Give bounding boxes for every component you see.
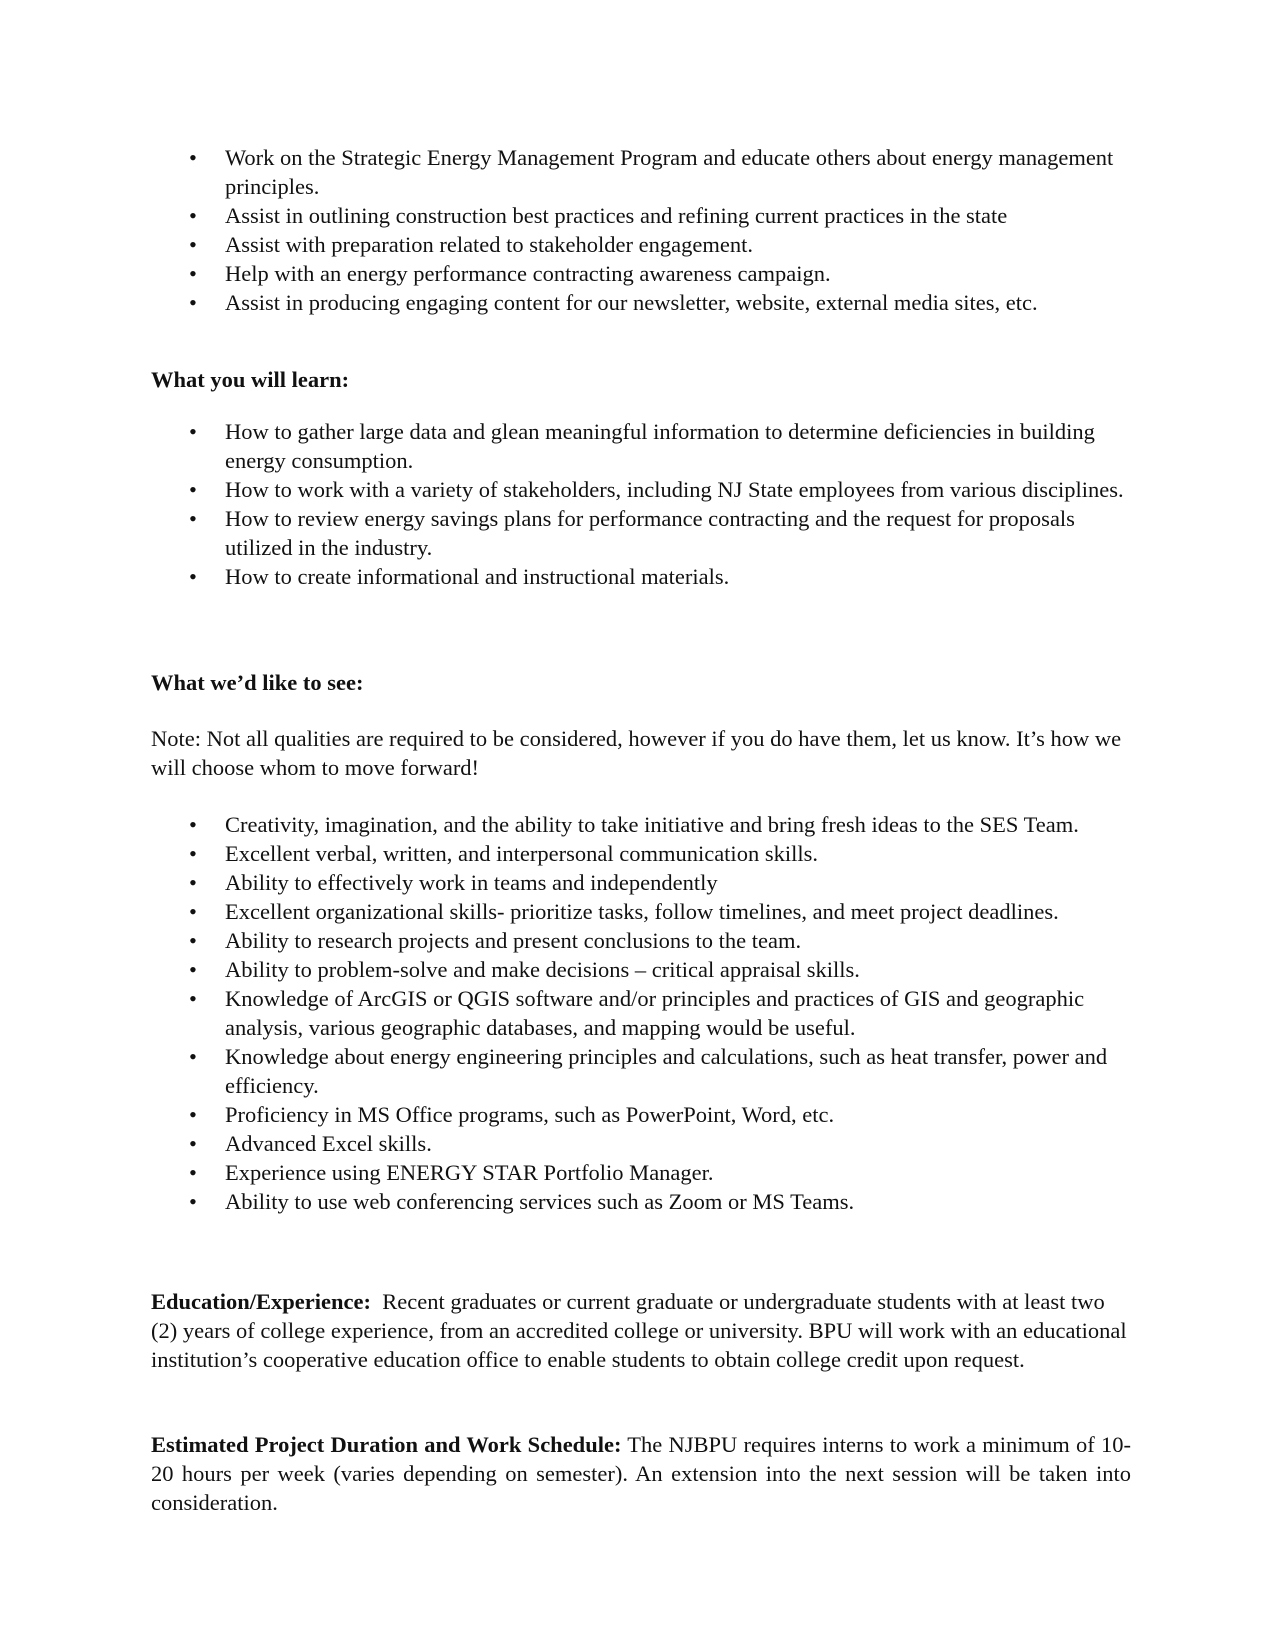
bullet-icon: • — [189, 419, 197, 444]
bullet-icon: • — [189, 870, 197, 895]
list-item: • Creativity, imagination, and the ability to take initiative and bring fresh ideas to the SES Team. — [151, 810, 1131, 839]
bullet-icon: • — [189, 232, 197, 257]
list-item: • Ability to problem-solve and make decisions – critical appraisal skills. — [151, 955, 1131, 984]
duties-section — [151, 143, 1131, 317]
list-item: • Ability to research projects and present conclusions to the team. — [151, 926, 1131, 955]
list-item: • How to review energy savings plans for performance contracting and the request for proposals utilized in the industry. — [151, 504, 1131, 562]
list-item: • Excellent verbal, written, and interpersonal communication skills. — [151, 839, 1131, 868]
list-item: • How to gather large data and glean meaningful information to determine deficiencies in building energy consumption. — [151, 417, 1131, 475]
list-item: • Knowledge of ArcGIS or QGIS software and/or principles and practices of GIS and geographic analysis, various geographic databases, and mapping would be useful. — [151, 984, 1131, 1042]
list-item: • Knowledge about energy engineering principles and calculations, such as heat transfer, power and efficiency. — [151, 1042, 1131, 1100]
bullet-icon: • — [189, 957, 197, 982]
education-text: Recent graduates or current graduate or undergraduate students with at least two (2) years of college experience, from an accredited college or university. BPU will work with an educational institution’s cooperative education office to enable students to obtain college credit upon request. — [151, 1289, 1127, 1372]
bullet-icon: • — [189, 203, 197, 228]
list-item: • Assist in outlining construction best practices and refining current practices in the state — [151, 201, 1131, 230]
bullet-icon: • — [189, 841, 197, 866]
learn-heading: What you will learn: — [151, 367, 350, 392]
bullet-icon: • — [189, 1102, 197, 1127]
duration-text: The NJBPU requires interns to work a minimum of 10-20 hours per week (varies depending on semester). An extension into the next session will be taken into consideration. — [151, 1432, 1132, 1515]
bullet-icon: • — [189, 564, 197, 589]
bullet-icon: • — [189, 290, 197, 315]
list-item: • How to work with a variety of stakeholders, including NJ State employees from various disciplines. — [151, 475, 1131, 504]
bullet-icon: • — [189, 899, 197, 924]
bullet-icon: • — [189, 928, 197, 953]
see-section — [151, 810, 1131, 1216]
bullet-icon: • — [189, 145, 197, 170]
bullet-icon: • — [189, 477, 197, 502]
list-item: • Work on the Strategic Energy Management Program and educate others about energy management principles. — [151, 143, 1131, 201]
bullet-icon: • — [189, 1160, 197, 1185]
see-note: Note: Not all qualities are required to be considered, however if you do have them, let us know. It’s how we will choose whom to move forward! — [151, 726, 1122, 780]
list-item: • Excellent organizational skills- prioritize tasks, follow timelines, and meet project deadlines. — [151, 897, 1131, 926]
learn-section — [151, 417, 1131, 591]
bullet-icon: • — [189, 1131, 197, 1156]
duration-label: Estimated Project Duration and Work Schedule: — [151, 1432, 622, 1457]
bullet-icon: • — [189, 506, 197, 531]
list-item: • Proficiency in MS Office programs, such as PowerPoint, Word, etc. — [151, 1100, 1131, 1129]
duration-paragraph — [151, 1430, 1131, 1517]
bullet-icon: • — [189, 1044, 197, 1069]
learn-list — [151, 417, 1131, 591]
list-item: • Ability to use web conferencing services such as Zoom or MS Teams. — [151, 1187, 1131, 1216]
list-item: • Assist in producing engaging content for our newsletter, website, external media sites, etc. — [151, 288, 1131, 317]
bullet-icon: • — [189, 1189, 197, 1214]
bullet-icon: • — [189, 986, 197, 1011]
see-heading: What we’d like to see: — [151, 670, 364, 695]
list-item: • Assist with preparation related to stakeholder engagement. — [151, 230, 1131, 259]
duties-list — [151, 143, 1131, 317]
list-item: • Help with an energy performance contracting awareness campaign. — [151, 259, 1131, 288]
list-item: • How to create informational and instructional materials. — [151, 562, 1131, 591]
education-label: Education/Experience: — [151, 1289, 371, 1314]
bullet-icon: • — [189, 812, 197, 837]
education-paragraph — [151, 1287, 1131, 1374]
list-item: • Experience using ENERGY STAR Portfolio Manager. — [151, 1158, 1131, 1187]
bullet-icon: • — [189, 261, 197, 286]
see-list — [151, 810, 1131, 1216]
list-item: • Ability to effectively work in teams and independently — [151, 868, 1131, 897]
list-item: • Advanced Excel skills. — [151, 1129, 1131, 1158]
